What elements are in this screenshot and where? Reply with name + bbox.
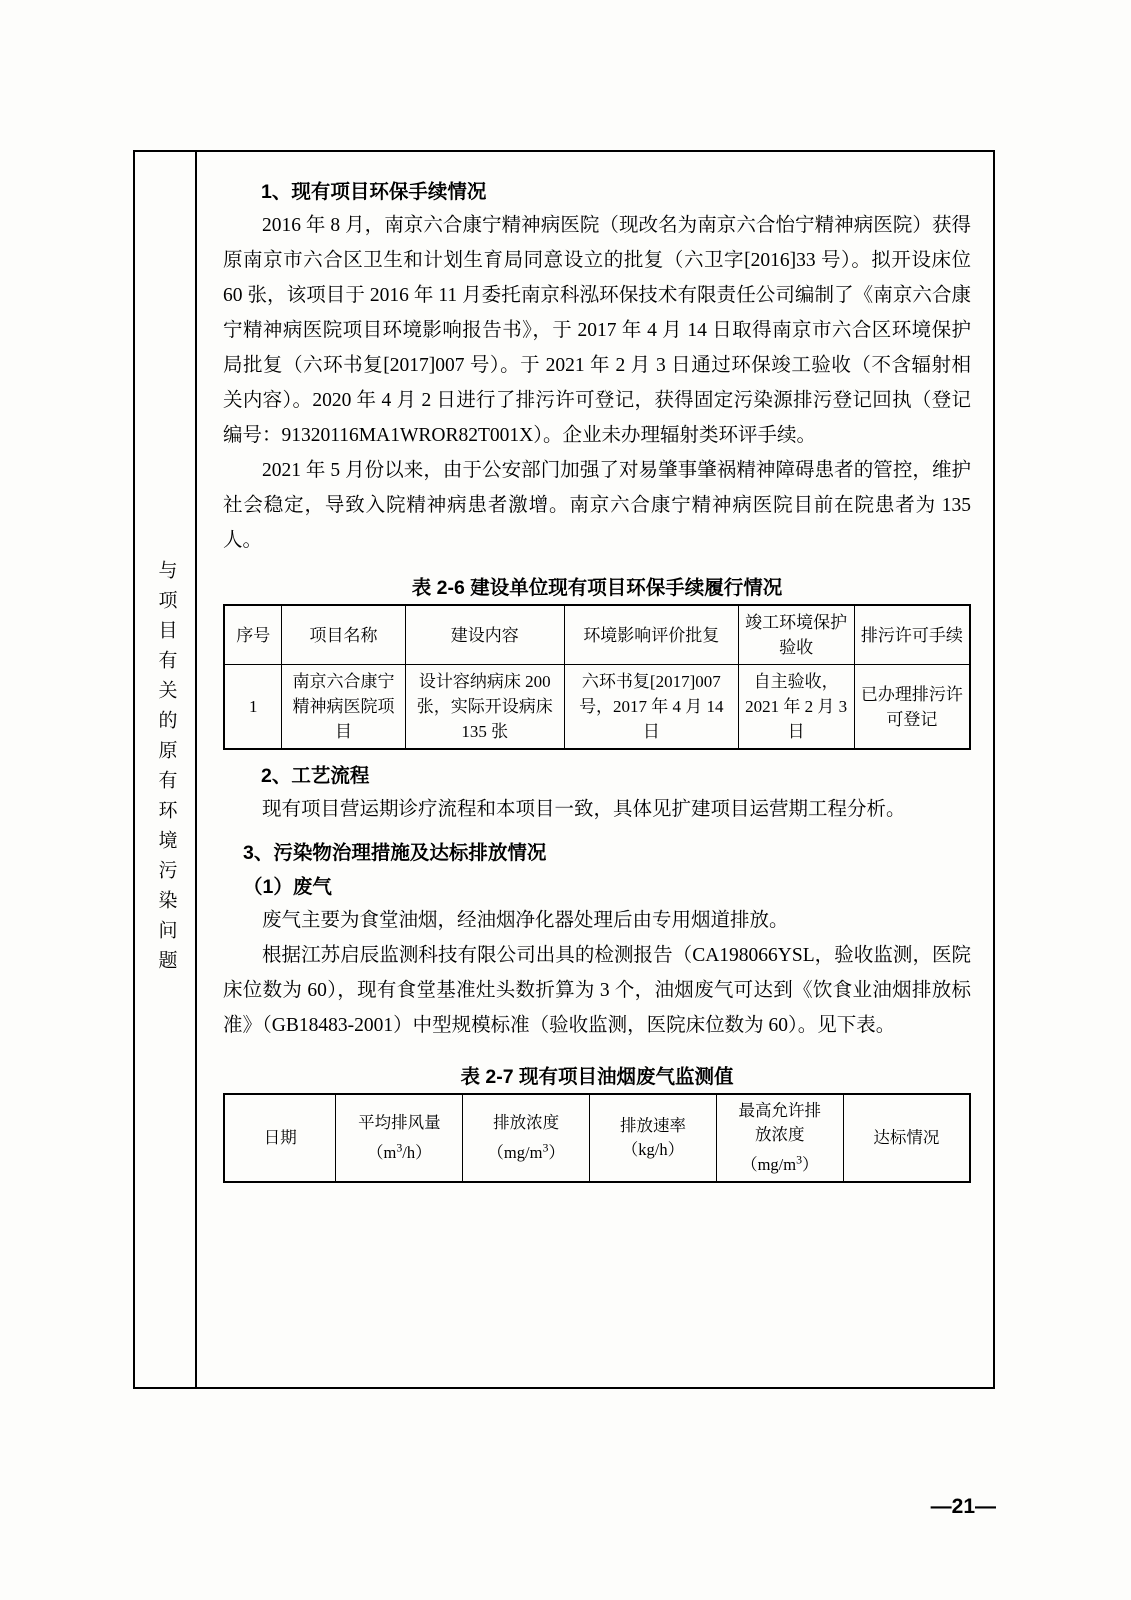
- header-line: 达标情况: [873, 1127, 940, 1147]
- table-2-6-cell: 自主验收，2021 年 2 月 3 日: [738, 665, 854, 750]
- side-label-cell: [135, 152, 197, 1387]
- table-2-6-cell: 已办理排污许可登记: [854, 665, 970, 750]
- table-2-6-header-row: [224, 605, 970, 665]
- table-2-6: [223, 604, 971, 750]
- table-2-6-cell: 1: [224, 665, 282, 750]
- table-2-7-header-cell: [463, 1094, 590, 1182]
- header-line: $(mg/m^3)$: [741, 1152, 819, 1174]
- header-line: 放浓度: [755, 1125, 805, 1144]
- header-line: $(m^3/h)$: [367, 1140, 432, 1162]
- main-content: [197, 152, 993, 1387]
- section-1-heading: 1、现有项目环保手续情况: [261, 181, 487, 203]
- table-2-6-title: 表 2-6 建设单位现有项目环保手续履行情况: [411, 577, 783, 599]
- header-line: 最高允许排: [738, 1101, 822, 1120]
- header-line: （kg/h）: [621, 1139, 685, 1159]
- table-2-7-header-cell: [224, 1094, 336, 1182]
- side-label-text: 与项目有关的原有环境污染问题: [155, 559, 177, 980]
- superscript: 3: [542, 1140, 549, 1154]
- table-2-6-cell: 设计容纳病床 200 张，实际开设病床 135 张: [405, 665, 564, 750]
- header-line: 排放速率: [619, 1115, 686, 1135]
- content-frame: [133, 150, 995, 1389]
- table-2-7-title: 表 2-7 现有项目油烟废气监测值: [460, 1066, 734, 1088]
- section-3-subheading-1: （1）废气: [243, 876, 332, 898]
- header-line: 排放浓度: [493, 1113, 560, 1132]
- table-2-6-header-cell: 环境影响评价批复: [564, 605, 738, 665]
- header-line: 平均排风量: [358, 1113, 441, 1132]
- table-2-7-header-row: [224, 1094, 970, 1182]
- table-2-6-header-cell: 排污许可手续: [854, 605, 970, 665]
- table-2-7-header-cell: [590, 1094, 717, 1182]
- table-2-7-header-cell: [843, 1094, 970, 1182]
- header-line: 日期: [263, 1127, 297, 1147]
- table-2-6-cell: 六环书复[2017]007 号，2017 年 4 月 14 日: [564, 665, 738, 750]
- table-2-7: [223, 1093, 971, 1183]
- table-2-6-header-cell: 竣工环境保护验收: [738, 605, 854, 665]
- section-3-heading: 3、污染物治理措施及达标排放情况: [243, 842, 547, 864]
- superscript: 3: [396, 1140, 403, 1154]
- page-number: —21—: [930, 1495, 996, 1518]
- section-3-paragraph-2: 根据江苏启辰监测科技有限公司出具的检测报告（CA198066YSL，验收监测，医院床位数为 60），现有食堂基准灶头数折算为 3 个，油烟废气可达到《饮食业油烟排放标准》（GB18483-2001）中型规模标准（验收监测，医院床位数为 60）。见下表。: [223, 945, 972, 1036]
- section-1-paragraph-2: 2021 年 5 月份以来，由于公安部门加强了对易肇事肇祸精神障碍患者的管控，维护社会稳定，导致入院精神病患者激增。南京六合康宁精神病医院目前在院患者为 135 人。: [223, 460, 972, 551]
- section-2-paragraph-1: 现有项目营运期诊疗流程和本项目一致，具体见扩建项目运营期工程分析。: [262, 799, 906, 820]
- table-2-7-header-cell: [336, 1094, 463, 1182]
- table-2-7-header-cell: [716, 1094, 843, 1182]
- section-2-heading: 2、工艺流程: [261, 765, 370, 787]
- section-1-paragraph-1: 2016 年 8 月，南京六合康宁精神病医院（现改名为南京六合怡宁精神病医院）获得原南京市六合区卫生和计划生育局同意设立的批复（六卫字[2016]33 号）。拟开设床位 60 张，该项目于 2016 年 11 月委托南京科泓环保技术有限责任公司编制了《南京六合康宁精神病医院项目环境影响报告书》，于 2017 年 4 月 14 日取得南京市六合区环境保护局批复（六环书复[2017]007 号）。于 2021 年 2 月 3 日通过环保竣工验收（不含辐射相关内容）。2020 年 4 月 2 日进行了排污许可登记，获得固定污染源排污登记回执（登记编号：91320116MA1WROR82T001X）。企业未办理辐射类环评手续。: [223, 215, 972, 446]
- header-line: $(mg/m^3)$: [487, 1140, 565, 1162]
- table-2-6-header-cell: 建设内容: [405, 605, 564, 665]
- table-2-6-cell: 南京六合康宁精神病医院项目: [282, 665, 405, 750]
- table-row: [224, 665, 970, 750]
- table-2-6-header-cell: 项目名称: [282, 605, 405, 665]
- table-2-6-header-cell: 序号: [224, 605, 282, 665]
- section-3-paragraph-1: 废气主要为食堂油烟，经油烟净化器处理后由专用烟道排放。: [262, 910, 789, 931]
